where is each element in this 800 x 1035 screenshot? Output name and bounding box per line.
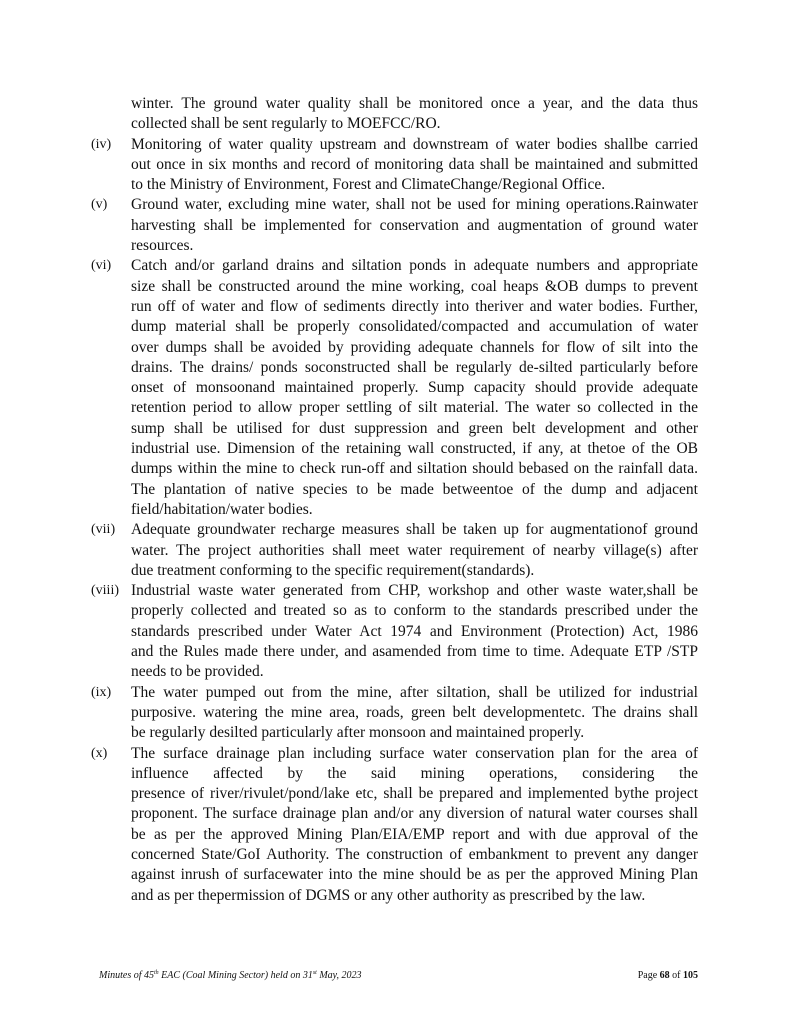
page-number (638, 970, 698, 981)
text-line: run off of water and flow of sediments directly into theriver and water bodies. Further, (131, 297, 698, 315)
page-word: Page (637, 970, 660, 981)
list-item (0, 135, 800, 196)
text-line: Adequate groundwater recharge measures shall be taken up for augmentationof ground (131, 521, 698, 539)
item-number: (viii) (91, 583, 119, 599)
footer-text: Minutes of 45 (99, 970, 154, 981)
document-body (0, 94, 800, 906)
list-item (0, 581, 800, 682)
text-line: resources. (131, 237, 194, 255)
text-line: retention period to allow proper settling of silt material. The water so collected in the (131, 399, 698, 417)
text-line: to the Ministry of Environment, Forest and ClimateChange/Regional Office. (131, 176, 606, 194)
of-word: of (669, 970, 683, 981)
list-item (0, 94, 800, 135)
text-line: dump material shall be properly consolidated/compacted and accumulation of water (131, 318, 698, 336)
text-line: The water pumped out from the mine, after siltation, shall be utilized for industrial (131, 683, 698, 701)
text-line: collected shall be sent regularly to MOEFCC/RO. (131, 115, 441, 133)
text-line: influence affected by the said mining operations, considering the (131, 764, 698, 782)
text-line: harvesting shall be implemented for conservation and augmentation of ground water (131, 216, 698, 234)
item-number: (v) (91, 197, 108, 213)
text-line: proponent. The surface drainage plan and/or any diversion of natural water courses shall (131, 805, 698, 823)
text-line: Catch and/or garland drains and siltation ponds in adequate numbers and appropriate (131, 257, 698, 275)
text-line: sump shall be utilised for dust suppression and green belt development and other (131, 419, 698, 437)
text-line: drains. The drains/ ponds soconstructed shall be regularly de-silted particularly before (131, 358, 698, 376)
text-line: size shall be constructed around the mine working, coal heaps &OB dumps to prevent (131, 277, 698, 295)
item-number: (vii) (91, 522, 116, 538)
text-line: be regularly desilted particularly after monsoon and maintained properly. (131, 724, 585, 742)
text-line: against inrush of surfacewater into the mine should be as per the approved Mining Plan (131, 866, 698, 884)
text-line: due treatment conforming to the specific requirement(standards). (131, 561, 535, 579)
text-line: purposive. watering the mine area, roads, green belt developmentetc. The drains shall (131, 703, 698, 721)
total-pages: 105 (683, 970, 698, 981)
item-number: (iv) (91, 136, 112, 152)
text-line: Industrial waste water generated from CHP, workshop and other waste water,shall be (131, 582, 698, 600)
item-number: (vi) (91, 258, 112, 274)
text-line: and as per thepermission of DGMS or any other authority as prescribed by the law. (131, 886, 646, 904)
text-line: The surface drainage plan including surface water conservation plan for the area of (131, 744, 698, 762)
text-line: winter. The ground water quality shall be monitored once a year, and the data thus (131, 95, 698, 112)
item-number: (ix) (91, 684, 112, 700)
text-line: dumps within the mine to check run-off and siltation should bebased on the rainfall data. (131, 460, 698, 478)
text-line: needs to be provided. (131, 663, 264, 681)
text-line: standards prescribed under Water Act 1974 and Environment (Protection) Act, 1986 (131, 622, 698, 640)
text-line: Ground water, excluding mine water, shall not be used for mining operations.Rainwater (131, 196, 698, 214)
footer-meeting-title (99, 970, 362, 981)
text-line: over dumps shall be avoided by providing adequate channels for flow of silt into the (131, 338, 698, 356)
text-line: out once in six months and record of monitoring data shall be maintained and submitted (131, 155, 698, 173)
text-line: The plantation of native species to be made betweentoe of the dump and adjacent (131, 480, 698, 498)
text-line: be as per the approved Mining Plan/EIA/EMP report and with due approval of the (131, 825, 698, 843)
list-item (0, 683, 800, 744)
footer-sup: th (154, 970, 159, 976)
text-line: concerned State/GoI Authority. The construction of embankment to prevent any danger (131, 845, 698, 863)
text-line: presence of river/rivulet/pond/lake etc, shall be prepared and implemented bythe project (131, 785, 698, 803)
list-item (0, 520, 800, 581)
text-line: properly collected and treated so as to conform to the standards prescribed under the (131, 602, 698, 620)
text-line: water. The project authorities shall meet water requirement of nearby village(s) after (131, 541, 698, 559)
text-line: onset of monsoonand maintained properly. Sump capacity should provide adequate (131, 379, 698, 397)
text-line: industrial use. Dimension of the retaining wall constructed, if any, at thetoe of the OB (131, 440, 698, 458)
footer-sup: st (312, 970, 317, 976)
list-item (0, 744, 800, 906)
text-line: Monitoring of water quality upstream and downstream of water bodies shallbe carried (131, 135, 698, 153)
footer-text: EAC (Coal Mining Sector) held on 31 (158, 970, 313, 981)
item-number: (x) (91, 745, 108, 761)
footer-text: May, 2023 (316, 970, 362, 981)
text-line: field/habitation/water bodies. (131, 500, 313, 518)
list-item (0, 195, 800, 256)
current-page: 68 (659, 970, 670, 981)
list-item (0, 256, 800, 520)
text-line: and the Rules made there under, and asamended from time to time. Adequate ETP /STP (131, 643, 698, 661)
page-footer (99, 970, 698, 986)
